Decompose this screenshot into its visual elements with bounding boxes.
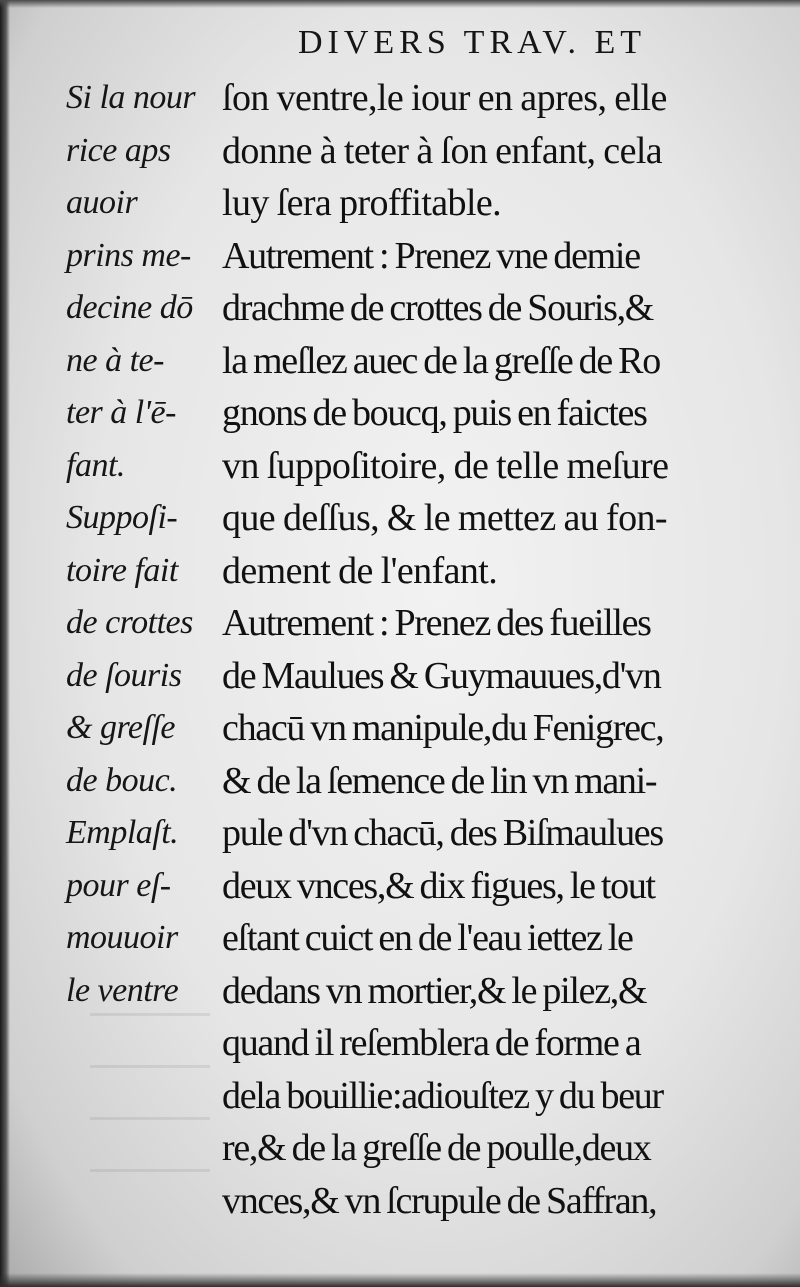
text-line: luy ſera proffitable. bbox=[222, 182, 502, 224]
text-line: donne à teter à ſon enfant, cela bbox=[222, 129, 663, 172]
text-line: Autrement : Prenez des fueilles bbox=[222, 602, 651, 644]
margin-note-line: auoir bbox=[66, 184, 138, 221]
running-head: DIVERS TRAV. ET bbox=[298, 24, 646, 61]
text-line: pule d'vn chacū, des Biſmaulues bbox=[222, 812, 663, 854]
body-text bbox=[222, 72, 792, 1227]
text-line: eſtant cuict en de l'eau iettez le bbox=[222, 917, 633, 959]
margin-notes bbox=[66, 72, 216, 1017]
text-line: drachme de crottes de Souris,& bbox=[222, 287, 654, 329]
margin-note-line: Si la nour bbox=[66, 79, 196, 116]
text-line: gnons de boucq, puis en faictes bbox=[222, 392, 647, 434]
text-line: & de la ſemence de lin vn mani- bbox=[222, 759, 657, 802]
margin-note-line: Emplaſt. bbox=[66, 814, 179, 851]
text-line: de Maulues & Guymauues,d'vn bbox=[222, 654, 661, 697]
margin-note-line: rice aps bbox=[66, 131, 171, 169]
top-edge-shadow bbox=[0, 0, 800, 8]
margin-note-line: fant. bbox=[66, 446, 125, 484]
margin-note-line: prins me- bbox=[66, 236, 191, 274]
text-line: chacū vn manipule,du Fenigrec, bbox=[222, 707, 664, 749]
text-line: vn ſuppoſitoire, de telle meſure bbox=[222, 444, 669, 487]
margin-note-line: mouuoir bbox=[66, 919, 178, 956]
text-line: que deſſus, & le mettez au fon- bbox=[222, 497, 667, 539]
text-line: deux vnces,& dix figues, le tout bbox=[222, 864, 655, 907]
text-line: vnces,& vn ſcrupule de Saffran, bbox=[222, 1179, 657, 1222]
text-line: dela bouillie:adiouſtez y du beur bbox=[222, 1074, 663, 1117]
text-line: Autrement : Prenez vne demie bbox=[222, 234, 640, 277]
margin-note-line: Suppoſi- bbox=[66, 499, 178, 536]
text-line: ſon ventre,le iour en apres, elle bbox=[222, 77, 667, 119]
show-through-bleed bbox=[90, 1000, 210, 1190]
margin-note-line: ter à l'ē- bbox=[66, 394, 176, 431]
margin-note-line: & greſſe bbox=[66, 709, 175, 746]
bottom-edge-shadow bbox=[0, 1273, 800, 1287]
margin-note-line: de ſouris bbox=[66, 656, 182, 694]
text-line: dement de l'enfant. bbox=[222, 549, 498, 592]
margin-note-line: decine dō bbox=[66, 289, 193, 326]
margin-note-line: de bouc. bbox=[66, 761, 178, 799]
margin-note-line: pour eſ- bbox=[66, 866, 171, 904]
margin-note-line: ne à te- bbox=[66, 341, 164, 379]
margin-note-line: de crottes bbox=[66, 604, 193, 641]
binding-shadow bbox=[0, 0, 10, 1287]
text-line: re,& de la greſſe de poulle,deux bbox=[222, 1127, 651, 1169]
margin-note-line: le ventre bbox=[66, 971, 179, 1009]
margin-note-line: toire fait bbox=[66, 551, 178, 589]
text-line: la meſlez auec de la greſſe de Ro bbox=[222, 339, 660, 382]
text-line: dedans vn mortier,& le pilez,& bbox=[222, 969, 647, 1012]
text-line: quand il reſemblera de forme a bbox=[222, 1022, 641, 1064]
